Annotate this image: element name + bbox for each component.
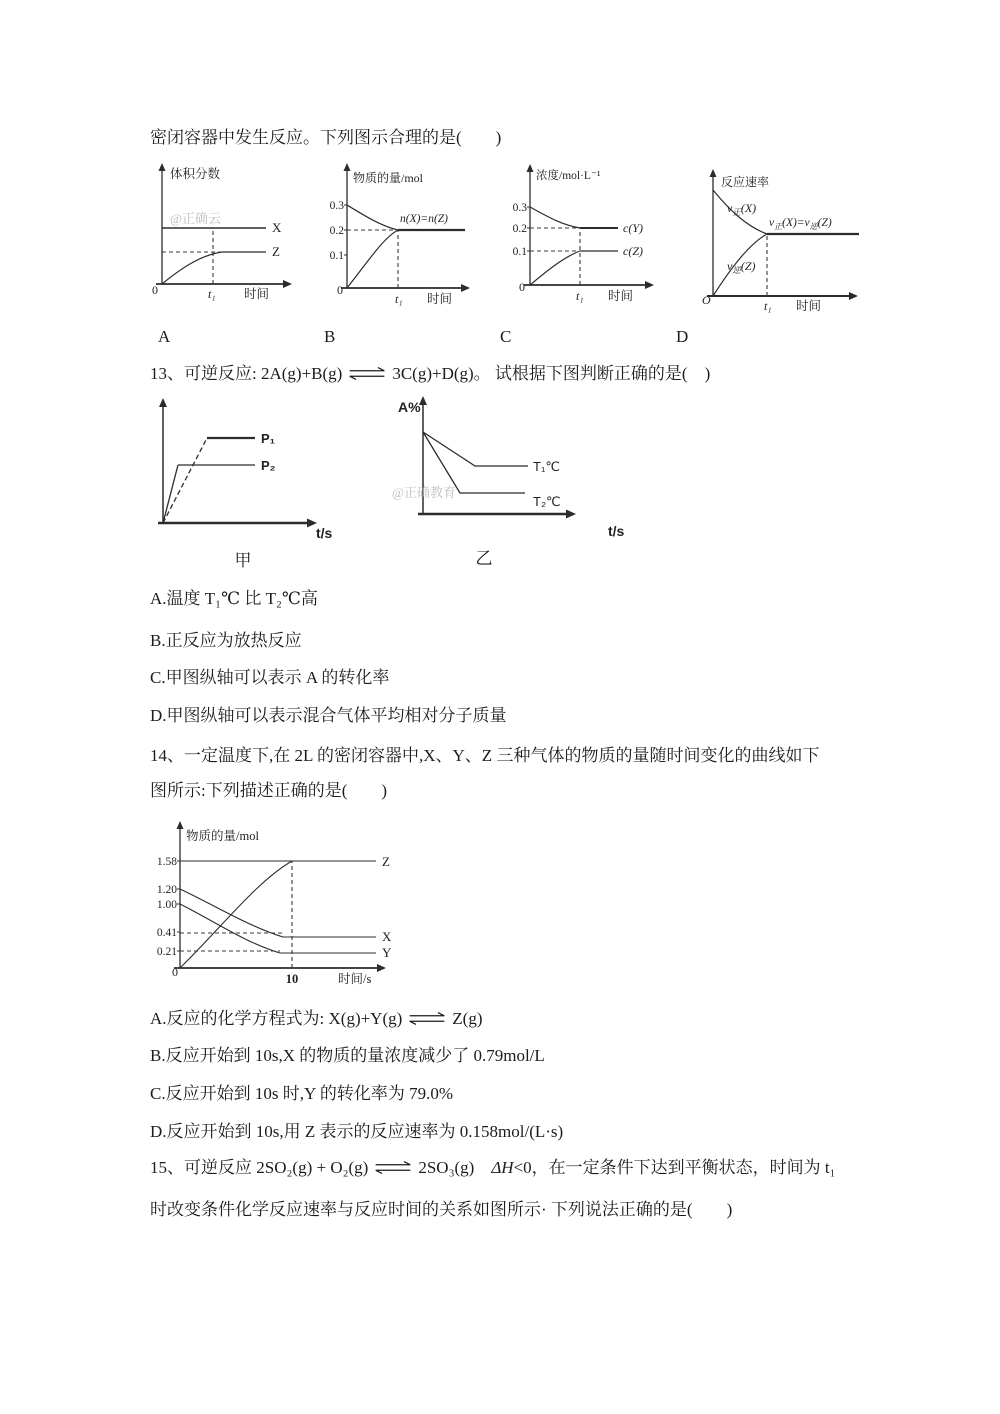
t1-curve <box>423 432 528 466</box>
q14-stem-line2: 图所示:下列描述正确的是( ) <box>150 781 388 800</box>
q13-stem-post: 3C(g)+D(g)。 试根据下图判断正确的是( ) <box>392 364 711 383</box>
y-axis-arrow-icon <box>344 163 351 171</box>
label-p1: P₁ <box>261 431 276 446</box>
curve-decreasing <box>347 205 398 230</box>
equilibrium-arrow-icon <box>372 1160 414 1175</box>
origin-label: 0 <box>152 283 158 297</box>
choice-label-b: B <box>324 327 336 346</box>
t1-label: t₁ <box>395 292 403 306</box>
dashed-guides <box>530 228 580 285</box>
x-axis-title: 时间 <box>796 299 822 313</box>
y-axis-title: 体积分数 <box>170 167 221 181</box>
q15-stem-pre: 15、可逆反应 2SO₂(g) + O₂(g) <box>150 1158 369 1177</box>
q15-stem-mid: 2SO₃(g) <box>418 1158 492 1177</box>
choice-label-c: C <box>500 327 512 346</box>
q14-option-a <box>150 1009 483 1029</box>
equilibrium-label: n(X)=n(Z) <box>400 213 448 225</box>
y-axis-arrow-icon <box>710 169 717 177</box>
equilibrium-arrow-icon <box>406 1011 448 1026</box>
label-forward-rate: $v_正(X)$ <box>727 201 757 217</box>
q15-stem-line2: 时改变条件化学反应速率与反应时间的关系如图所示· 下列说法正确的是( ) <box>150 1200 733 1219</box>
figure-q13-yi <box>386 396 641 576</box>
q13-stem <box>150 364 710 384</box>
curve-x <box>180 889 376 937</box>
y-axis-title: 浓度/mol·L⁻¹ <box>536 170 601 182</box>
x-axis-arrow-icon <box>849 292 858 300</box>
p2-rise <box>163 465 178 523</box>
label-cy: c(Y) <box>623 221 643 235</box>
label-t2-temp: T₂℃ <box>533 494 561 509</box>
figure-q12-d <box>693 166 865 318</box>
figure-q13-jia <box>148 396 343 576</box>
watermark-text: @正确教育 <box>392 485 456 500</box>
origin-label: 0 <box>519 280 525 294</box>
q13-option-d: D.甲图纵轴可以表示混合气体平均相对分子质量 <box>150 706 507 725</box>
curve-y <box>180 904 376 953</box>
x-axis-arrow-icon <box>461 284 470 292</box>
x-axis-title: 时间/s <box>338 972 372 986</box>
choice-label-d: D <box>676 327 689 346</box>
x-axis-arrow-icon <box>377 964 386 972</box>
q14-option-a-pre: A.反应的化学方程式为: X(g)+Y(g) <box>150 1009 403 1028</box>
label-x: X <box>272 220 282 235</box>
y-axis-title: A% <box>398 399 421 415</box>
label-y: Y <box>382 945 392 960</box>
label-reverse-rate: $v_逆(Z)$ <box>727 259 756 275</box>
x-axis-title: 时间 <box>244 287 270 301</box>
origin-label: O <box>702 293 711 307</box>
y-axis-arrow-icon <box>527 164 534 172</box>
x-axis-arrow-icon <box>645 281 654 289</box>
t2-curve <box>423 432 525 493</box>
x-axis-arrow-icon <box>566 510 576 519</box>
y-axis-arrow-icon <box>177 821 184 829</box>
x-axis-arrow-icon <box>283 280 292 288</box>
label-rate-equality: $v_正(X)=v_逆(Z)$ <box>769 217 832 231</box>
q14-option-b: B.反应开始到 10s,X 的物质的量浓度减少了 0.79mol/L <box>150 1046 545 1065</box>
x-axis-title: t/s <box>608 523 625 539</box>
curve-cz <box>530 251 580 285</box>
x-axis-title: t/s <box>316 525 333 541</box>
y-axis-arrow-icon <box>159 163 166 171</box>
y-axis-title: 物质的量/mol <box>353 171 424 185</box>
y-axis-title: 物质的量/mol <box>186 829 259 843</box>
tick-0.1: 0.1 <box>329 250 344 262</box>
x-tick-10: 10 <box>285 972 299 986</box>
q14-option-c: C.反应开始到 10s 时,Y 的转化率为 79.0% <box>150 1084 454 1103</box>
t1-label: t₁ <box>208 287 216 301</box>
x-axis-title: 时间 <box>608 289 634 303</box>
equilibrium-arrow-icon <box>346 366 388 381</box>
q13-option-b: B.正反应为放热反应 <box>150 631 302 650</box>
label-cz: c(Z) <box>623 244 643 258</box>
figure-caption: 乙 <box>475 549 493 568</box>
t1-label: t₁ <box>576 289 584 303</box>
t1-label: t₁ <box>764 299 772 313</box>
q15-stem-line1 <box>150 1158 836 1178</box>
q13-stem-pre: 13、可逆反应: 2A(g)+B(g) <box>150 364 343 383</box>
curve-increasing <box>347 230 398 288</box>
p1-rise-dashed <box>163 438 207 523</box>
y-axis-arrow-icon <box>159 398 167 407</box>
origin-label: 0 <box>172 965 178 979</box>
tick-1.58: 1.58 <box>156 856 177 868</box>
q14-option-d: D.反应开始到 10s,用 Z 表示的反应速率为 0.158mol/(L·s) <box>150 1122 564 1141</box>
curve-cy <box>530 207 580 228</box>
q15-stem-tail: <0，在一定条件下达到平衡状态，时间为 t₁ <box>513 1158 836 1177</box>
label-z: Z <box>272 244 280 259</box>
tick-0.3: 0.3 <box>512 202 527 214</box>
q15-delta-h: ΔH <box>491 1158 514 1177</box>
figure-q12-c <box>510 163 662 315</box>
label-t1-temp: T₁℃ <box>533 459 560 474</box>
figure-caption: 甲 <box>234 551 252 570</box>
q12-intro-text: 密闭容器中发生反应。下列图示合理的是( ) <box>150 128 502 147</box>
tick-0.2: 0.2 <box>512 223 527 235</box>
tick-0.2: 0.2 <box>329 225 344 237</box>
figure-q14 <box>146 820 408 998</box>
choice-label-a: A <box>158 327 171 346</box>
origin-label: 0 <box>337 283 343 297</box>
x-axis-title: 时间 <box>427 292 453 306</box>
label-x: X <box>382 929 392 944</box>
figure-q12-b <box>323 160 475 318</box>
q14-stem-line1: 14、一定温度下,在 2L 的密闭容器中,X、Y、Z 三种气体的物质的量随时间变化的曲线如下 <box>150 746 820 765</box>
q13-option-a: A.温度 T₁℃ 比 T₂℃高 <box>150 589 318 608</box>
q13-option-c: C.甲图纵轴可以表示 A 的转化率 <box>150 668 390 687</box>
watermark-text: @正确云 <box>170 211 221 226</box>
tick-1.00: 1.00 <box>156 899 177 911</box>
figure-q12-a <box>146 160 298 312</box>
label-p2: P₂ <box>261 458 276 473</box>
curve-z <box>162 252 266 284</box>
tick-0.21: 0.21 <box>156 946 177 958</box>
tick-1.20: 1.20 <box>156 884 177 896</box>
tick-0.3: 0.3 <box>329 200 344 212</box>
q14-option-a-post: Z(g) <box>452 1009 483 1028</box>
tick-0.1: 0.1 <box>512 246 527 258</box>
tick-0.41: 0.41 <box>156 927 177 939</box>
label-z: Z <box>382 854 390 869</box>
y-axis-title: 反应速率 <box>721 175 770 189</box>
